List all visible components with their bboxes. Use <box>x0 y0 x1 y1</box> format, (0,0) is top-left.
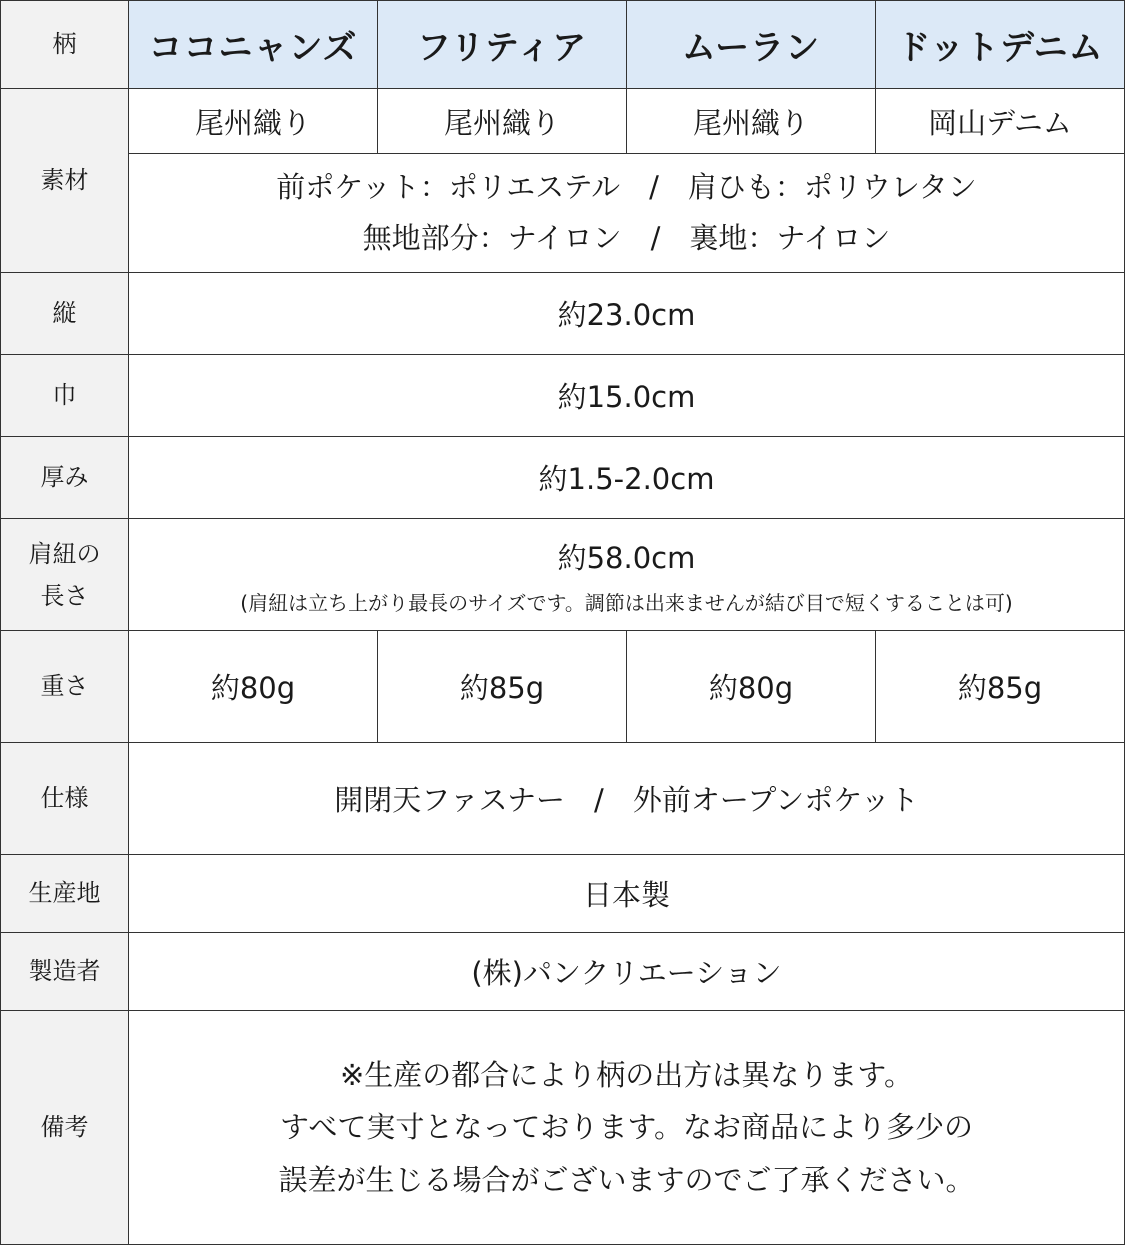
material-label: 素材 <box>1 89 129 273</box>
strap-value: 約58.0cm <box>557 540 696 575</box>
maker-label: 製造者 <box>1 933 129 1011</box>
weight-cell-3: 約80g <box>627 631 876 743</box>
width-value: 約15.0cm <box>129 355 1125 437</box>
origin-label: 生産地 <box>1 855 129 933</box>
spec-label: 仕様 <box>1 743 129 855</box>
remarks-line-2: すべて実寸となっております。なお商品により多少の <box>279 1110 974 1145</box>
material-detail-cell <box>129 154 1125 273</box>
maker-row <box>1 933 1125 1011</box>
remarks-line-3: 誤差が生じる場合がございますのでご了承ください。 <box>278 1162 975 1197</box>
thickness-row <box>1 437 1125 519</box>
strap-cell <box>129 519 1125 631</box>
maker-value: (株)パンクリエーション <box>129 933 1125 1011</box>
remarks-line-1: ※生産の都合により柄の出方は異なります。 <box>340 1058 913 1093</box>
pattern-header-3: ムーラン <box>627 1 876 89</box>
fabric-cell-4: 岡山デニム <box>876 89 1125 154</box>
strap-label-line-1: 肩紐の <box>28 539 101 568</box>
weight-cell-1: 約80g <box>129 631 378 743</box>
width-row <box>1 355 1125 437</box>
pattern-row <box>1 1 1125 89</box>
material-detail-row <box>1 154 1125 273</box>
pattern-header-4: ドットデニム <box>876 1 1125 89</box>
material-detail-line-2: 無地部分：ナイロン / 裏地：ナイロン <box>362 221 891 255</box>
thickness-label: 厚み <box>1 437 129 519</box>
remarks-label: 備考 <box>1 1011 129 1245</box>
origin-row <box>1 855 1125 933</box>
weight-row <box>1 631 1125 743</box>
weight-cell-4: 約85g <box>876 631 1125 743</box>
pattern-label: 柄 <box>1 1 129 89</box>
material-detail-line-1: 前ポケット：ポリエステル / 肩ひも：ポリウレタン <box>276 170 977 205</box>
remarks-row <box>1 1011 1125 1245</box>
width-label: 巾 <box>1 355 129 437</box>
fabric-cell-3: 尾州織り <box>627 89 876 154</box>
spec-value: 開閉天ファスナー / 外前オープンポケット <box>129 743 1125 855</box>
remarks-cell <box>129 1011 1125 1245</box>
pattern-header-1: ココニャンズ <box>129 1 378 89</box>
strap-label-line-2: 長さ <box>40 581 89 610</box>
strap-row <box>1 519 1125 631</box>
spec-row <box>1 743 1125 855</box>
strap-note: (肩紐は立ち上がり最長のサイズです。調節は出来ませんが結び目で短くすることは可) <box>240 591 1013 616</box>
material-row <box>1 89 1125 154</box>
fabric-cell-1: 尾州織り <box>129 89 378 154</box>
thickness-value: 約1.5-2.0cm <box>129 437 1125 519</box>
height-value: 約23.0cm <box>129 273 1125 355</box>
weight-cell-2: 約85g <box>378 631 627 743</box>
pattern-header-2: フリティア <box>378 1 627 89</box>
strap-label <box>1 519 129 631</box>
height-label: 縦 <box>1 273 129 355</box>
fabric-cell-2: 尾州織り <box>378 89 627 154</box>
weight-label: 重さ <box>1 631 129 743</box>
height-row <box>1 273 1125 355</box>
origin-value: 日本製 <box>129 855 1125 933</box>
